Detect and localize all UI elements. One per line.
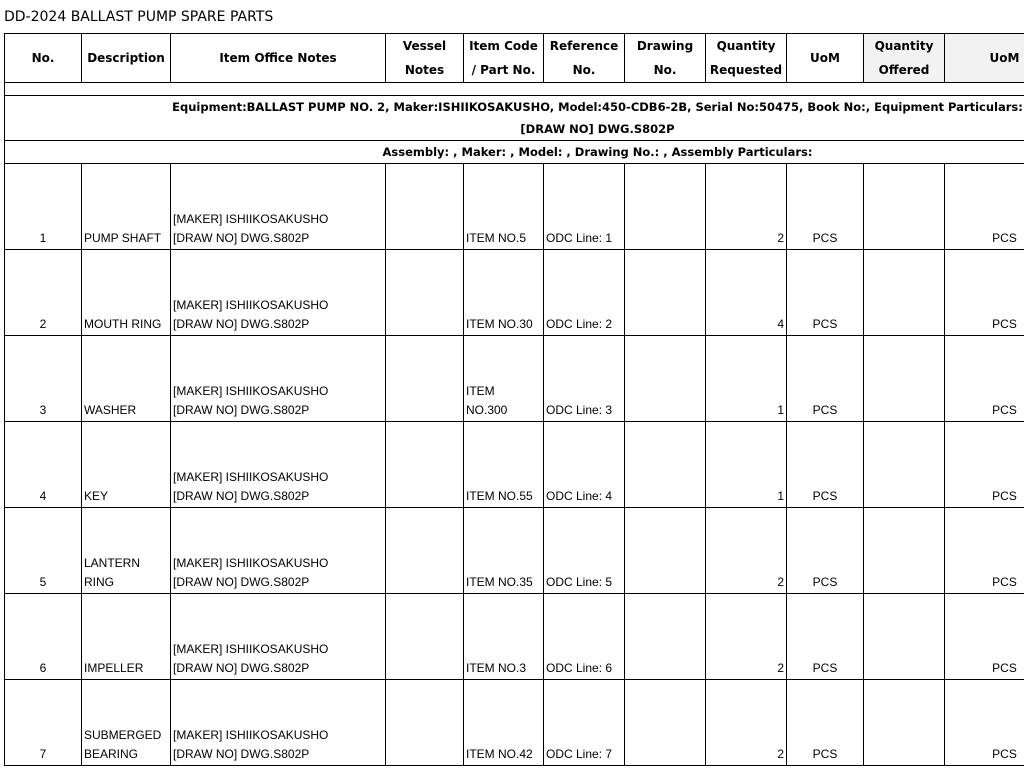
cell-item-office-notes-text: [MAKER] ISHIIKOSAKUSHO [173,642,329,656]
col-header-description: Description [82,34,171,83]
col-header-reference-no [544,34,625,83]
cell-item-office-notes-text: [MAKER] ISHIIKOSAKUSHO [173,298,329,312]
cell-quantity-requested-text: 2 [777,747,784,761]
cell-reference-no-text: ODC Line: 3 [546,403,613,417]
cell-uom-offered-text: PCS [992,489,1017,503]
cell-vessel-notes [386,164,464,250]
cell-reference-no [544,680,625,766]
cell-quantity-requested-text: 4 [777,317,784,331]
cell-description [82,508,171,594]
assembly-row [5,141,1024,164]
cell-item-office-notes-text: [MAKER] ISHIIKOSAKUSHO [173,728,329,742]
cell-reference-no [544,250,625,336]
cell-description-text: SUBMERGED [84,728,162,742]
cell-item-office-notes-text: [DRAW NO] DWG.S802P [173,231,310,245]
cell-item-code [464,422,544,508]
cell-no [5,336,82,422]
cell-description-text: RING [84,575,114,589]
cell-quantity-offered [864,250,945,336]
cell-no [5,250,82,336]
cell-uom-requested-text: PCS [812,661,838,675]
cell-uom-offered-text: PCS [992,575,1017,589]
cell-quantity-requested-text: 1 [777,403,784,417]
cell-reference-no [544,164,625,250]
cell-description [82,164,171,250]
cell-item-code [464,164,544,250]
cell-uom-offered-text: PCS [992,317,1017,331]
cell-quantity-requested [706,164,787,250]
cell-item-code-text: ITEM [466,384,495,398]
cell-description-text: WASHER [84,403,137,417]
cell-uom-requested-text: PCS [812,575,838,589]
table-row [5,336,1024,422]
col-header-item-code [464,34,544,83]
cell-item-code [464,594,544,680]
cell-reference-no [544,422,625,508]
cell-no [5,422,82,508]
cell-item-office-notes [171,250,386,336]
cell-item-office-notes [171,422,386,508]
cell-no-text: 3 [39,403,47,417]
cell-uom-offered-text: PCS [992,661,1017,675]
cell-reference-no [544,594,625,680]
cell-uom-offered [945,164,1024,250]
col-header-item-office-notes: Item Office Notes [171,34,386,83]
cell-item-code-text: ITEM NO.30 [466,317,533,331]
cell-item-office-notes-text: [MAKER] ISHIIKOSAKUSHO [173,556,329,570]
col-header-vessel-notes-line1: Vessel [402,39,447,53]
cell-uom-offered [945,594,1024,680]
cell-quantity-requested-text: 2 [777,661,784,675]
col-header-item-code-line1: Item Code [469,39,538,53]
cell-description-text: BEARING [84,747,139,761]
cell-uom-requested [787,594,864,680]
cell-item-code-text: ITEM NO.35 [466,575,533,589]
cell-reference-no-text: ODC Line: 5 [546,575,613,589]
cell-item-office-notes [171,594,386,680]
cell-description-text: MOUTH RING [84,317,162,331]
equipment-row [5,96,1024,141]
col-header-quantity-offered [864,34,945,83]
cell-item-office-notes-text: [DRAW NO] DWG.S802P [173,575,310,589]
cell-reference-no-text: ODC Line: 1 [546,231,613,245]
col-header-reference-no-line1: Reference [549,39,619,53]
col-header-reference-no-line2: No. [572,63,596,77]
cell-item-code [464,336,544,422]
cell-uom-requested [787,508,864,594]
cell-description [82,422,171,508]
cell-uom-offered [945,680,1024,766]
cell-uom-offered [945,250,1024,336]
cell-quantity-requested [706,680,787,766]
cell-no-text: 2 [39,317,47,331]
cell-no [5,164,82,250]
cell-item-code-text: ITEM NO.42 [466,747,533,761]
cell-reference-no-text: ODC Line: 7 [546,747,613,761]
table-row [5,680,1024,766]
assembly-cell [5,141,1024,164]
cell-drawing-no [625,680,706,766]
cell-item-office-notes [171,508,386,594]
cell-item-code-text: ITEM NO.55 [466,489,533,503]
col-header-quantity-offered-line1: Quantity [874,39,934,53]
cell-uom-offered [945,336,1024,422]
cell-quantity-offered [864,594,945,680]
cell-quantity-requested-text: 2 [777,575,784,589]
table-row [5,422,1024,508]
col-header-quantity-requested-line2: Requested [709,63,783,77]
document-title: DD-2024 BALLAST PUMP SPARE PARTS [4,9,274,25]
cell-item-office-notes-text: [DRAW NO] DWG.S802P [173,489,310,503]
cell-uom-requested-text: PCS [812,317,838,331]
cell-drawing-no [625,508,706,594]
cell-item-office-notes-text: [DRAW NO] DWG.S802P [173,403,310,417]
col-header-uom-requested: UoM [787,34,864,83]
spacer-row [5,83,1024,96]
cell-no-text: 1 [39,231,47,245]
cell-vessel-notes [386,594,464,680]
cell-quantity-requested [706,422,787,508]
cell-quantity-requested [706,250,787,336]
cell-drawing-no [625,250,706,336]
col-header-drawing-no [625,34,706,83]
cell-item-code [464,680,544,766]
cell-no [5,508,82,594]
table-row [5,164,1024,250]
col-header-no: No. [5,34,82,83]
cell-item-code [464,508,544,594]
cell-drawing-no [625,336,706,422]
table-row [5,594,1024,680]
cell-item-office-notes [171,680,386,766]
cell-item-office-notes [171,336,386,422]
cell-uom-requested-text: PCS [812,231,838,245]
cell-description [82,594,171,680]
cell-item-office-notes-text: [DRAW NO] DWG.S802P [173,317,310,331]
cell-uom-requested [787,336,864,422]
cell-drawing-no [625,422,706,508]
cell-vessel-notes [386,422,464,508]
cell-uom-requested-text: PCS [812,747,838,761]
cell-reference-no [544,336,625,422]
header-row [5,34,1024,83]
cell-uom-requested [787,680,864,766]
cell-uom-requested-text: PCS [812,403,838,417]
cell-uom-requested [787,250,864,336]
equipment-line-1: Equipment:BALLAST PUMP NO. 2, Maker:ISHIIKOSAKUSHO, Model:450-CDB6-2B, Serial No:50475, Book No:, Equipment Particulars: [172,100,1023,114]
table-row [5,250,1024,336]
spacer-cell [5,83,1024,96]
cell-quantity-offered [864,164,945,250]
cell-description-text: IMPELLER [84,661,144,675]
cell-drawing-no [625,164,706,250]
cell-uom-offered [945,508,1024,594]
col-header-vessel-notes [386,34,464,83]
cell-description-text: PUMP SHAFT [84,231,162,245]
cell-reference-no [544,508,625,594]
cell-description-text: KEY [84,489,109,503]
cell-quantity-requested [706,594,787,680]
assembly-text: Assembly: , Maker: , Model: , Drawing No.: , Assembly Particulars: [382,145,813,159]
cell-uom-requested-text: PCS [812,489,838,503]
cell-no-text: 5 [39,575,47,589]
cell-vessel-notes [386,250,464,336]
cell-item-office-notes [171,164,386,250]
cell-item-code [464,250,544,336]
cell-no-text: 4 [39,489,47,503]
col-header-uom-offered: UoM [945,34,1024,83]
cell-drawing-no [625,594,706,680]
cell-uom-requested [787,422,864,508]
cell-quantity-offered [864,680,945,766]
col-header-item-code-line2: / Part No. [471,63,536,77]
col-header-vessel-notes-line2: Notes [404,63,445,77]
cell-no [5,680,82,766]
spare-parts-table [4,33,1024,766]
cell-uom-requested [787,164,864,250]
col-header-drawing-no-line2: No. [653,63,677,77]
cell-item-code-text: NO.300 [466,403,508,417]
col-header-quantity-requested-line1: Quantity [716,39,776,53]
cell-description [82,250,171,336]
equipment-cell [5,96,1024,141]
col-header-quantity-offered-line2: Offered [878,63,930,77]
col-header-drawing-no-line1: Drawing [636,39,694,53]
equipment-line-2: [DRAW NO] DWG.S802P [520,122,675,136]
cell-uom-offered-text: PCS [992,403,1017,417]
cell-description [82,336,171,422]
cell-item-code-text: ITEM NO.5 [466,231,527,245]
cell-quantity-requested-text: 2 [777,231,784,245]
cell-no-text: 6 [39,661,47,675]
cell-description-text: LANTERN [84,556,141,570]
cell-quantity-requested [706,336,787,422]
cell-no-text: 7 [39,747,47,761]
cell-quantity-offered [864,422,945,508]
cell-quantity-offered [864,336,945,422]
cell-quantity-requested-text: 1 [777,489,784,503]
cell-vessel-notes [386,336,464,422]
cell-item-office-notes-text: [MAKER] ISHIIKOSAKUSHO [173,470,329,484]
cell-quantity-offered [864,508,945,594]
cell-uom-offered [945,422,1024,508]
cell-vessel-notes [386,508,464,594]
cell-uom-offered-text: PCS [992,747,1017,761]
col-header-quantity-requested [706,34,787,83]
cell-vessel-notes [386,680,464,766]
cell-item-office-notes-text: [MAKER] ISHIIKOSAKUSHO [173,384,329,398]
table-row [5,508,1024,594]
cell-item-office-notes-text: [DRAW NO] DWG.S802P [173,661,310,675]
cell-description [82,680,171,766]
cell-reference-no-text: ODC Line: 6 [546,661,613,675]
cell-uom-offered-text: PCS [992,231,1017,245]
cell-item-office-notes-text: [DRAW NO] DWG.S802P [173,747,310,761]
cell-reference-no-text: ODC Line: 4 [546,489,613,503]
cell-no [5,594,82,680]
cell-item-office-notes-text: [MAKER] ISHIIKOSAKUSHO [173,212,329,226]
cell-quantity-requested [706,508,787,594]
cell-item-code-text: ITEM NO.3 [466,661,527,675]
cell-reference-no-text: ODC Line: 2 [546,317,613,331]
